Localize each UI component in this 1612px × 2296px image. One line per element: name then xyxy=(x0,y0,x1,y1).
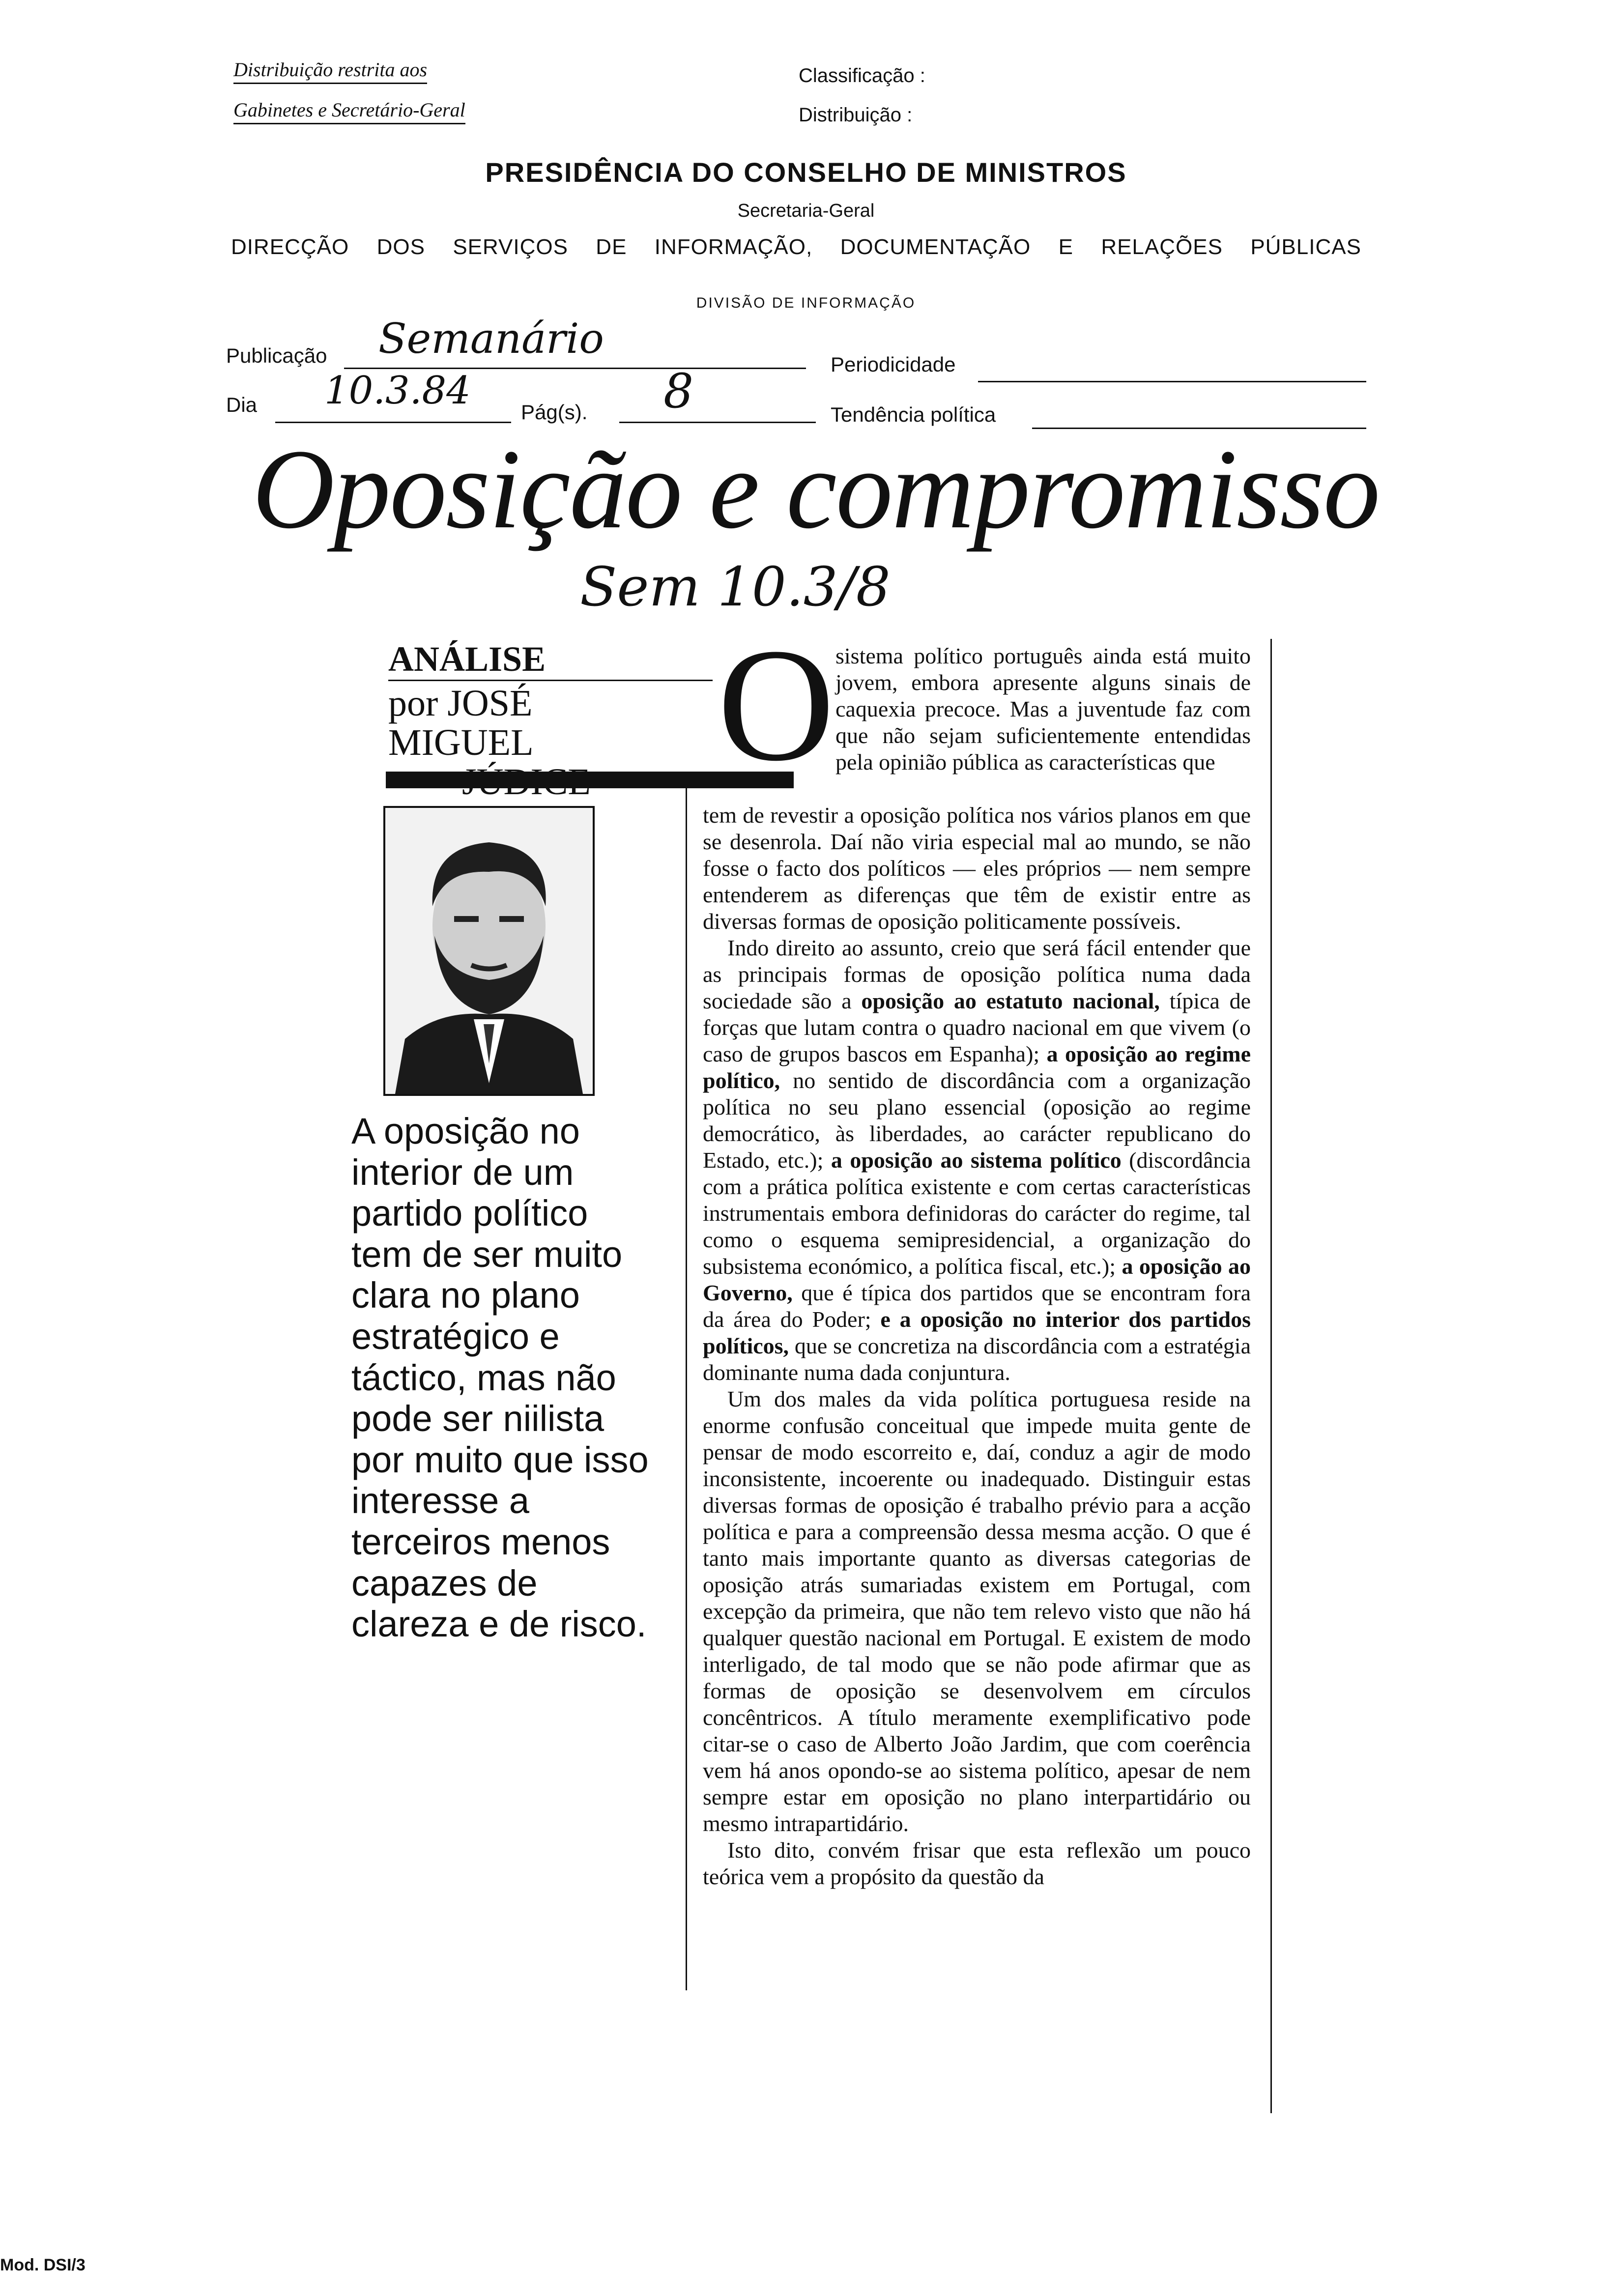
direccao-word: DE xyxy=(596,235,627,259)
paragraph: Um dos males da vida política portuguesa reside na enorme confusão conceitual que impede muita gente de pensar de modo escorreito e, daí, conduz a agir de modo inconsistente, incoerente ou inadequado. Distinguir estas diversas formas de oposição é trabalho prévio para a acção política e para a compreensão dessa mesma acção. O que é tanto mais importante quanto as diversas categorias de oposição atrás sumariadas existem em Portugal, com excepção da primeira, que não tem relevo visto que não há qualquer questão nacional em Portugal. E existem de modo interligado, de tal modo que se não pode afirmar que as formas de oposição se desenvolvem em círculos concêntricos. A título meramente exemplificativo pode citar-se o caso de Alberto João Jardim, que com coerência vem há anos opondo-se ao sistema político, apesar de nem sempre estar em oposição no plano interpartidário ou mesmo intrapartidário. xyxy=(703,1386,1251,1836)
author-name-line1: JOSÉ MIGUEL xyxy=(388,683,534,763)
direccao-word: SERVIÇOS xyxy=(453,235,568,259)
dia-value: 10.3.84 xyxy=(324,369,471,413)
pags-value: 8 xyxy=(663,364,694,419)
pull-quote: A oposição no interior de um partido político tem de ser muito clara no plano estratégico e táctico, mas não pode ser niilista por muito que isso interesse a terceiros menos capazes de clareza e de risco. xyxy=(351,1111,649,1645)
direccao-word: DOS xyxy=(376,235,425,259)
drop-cap: O xyxy=(718,615,835,795)
periodicidade-line xyxy=(978,381,1366,382)
distribution-note xyxy=(233,58,427,81)
handwritten-stamp: Sem 10.3/8 xyxy=(580,555,891,618)
distribuicao-label: Distribuição : xyxy=(799,104,913,126)
direccao-word: PÚBLICAS xyxy=(1250,235,1361,259)
divisao-heading: DIVISÃO DE INFORMAÇÃO xyxy=(696,295,916,311)
publicacao-label: Publicação xyxy=(226,344,327,367)
paragraph: Isto dito, convém frisar que esta reflexão um pouco teórica vem a propósito da questão da xyxy=(703,1837,1251,1889)
direccao-word: DOCUMENTAÇÃO xyxy=(840,235,1031,259)
direccao-heading xyxy=(231,235,1361,259)
article-title: Oposição e compromisso xyxy=(252,426,1380,552)
pags-line xyxy=(619,422,816,423)
periodicidade-label: Periodicidade xyxy=(831,353,956,376)
direccao-word: DIRECÇÃO xyxy=(231,235,349,259)
tendencia-label: Tendência política xyxy=(831,403,996,426)
distribution-note-line1: Distribuição restrita aos xyxy=(233,58,427,84)
pags-label: Pág(s). xyxy=(521,401,588,424)
dia-label: Dia xyxy=(226,393,258,416)
direccao-word: E xyxy=(1058,235,1073,259)
distribution-note-line2: Gabinetes e Secretário-Geral xyxy=(233,99,465,124)
section-kicker: ANÁLISE xyxy=(388,639,546,679)
byline-prefix: por xyxy=(388,683,438,724)
paragraph: Indo direito ao assunto, creio que será fácil entender que as principais formas de oposição política numa dada sociedade são a oposição ao estatuto nacional, típica de forças que lutam contra o quadro nacional em que vivem (o caso de grupos bascos em Espanha); a oposição ao regime político, no sentido de discordância com a organização política no seu plano essencial (oposição ao regime democrático, às liberdades, ao carácter republicano do Estado, etc.); a oposição ao sistema político (discordância com a prática política existente e com certas características instrumentais embora definidoras do carácter do regime, tal como o esquema semipresidencial, a organização do subsistema económico, a política fiscal, etc.); a oposição ao Governo, que é típica dos partidos que se encontram fora da área do Poder; e a oposição no interior dos partidos políticos, que se concretiza na discordância com a estratégia dominante numa dada conjuntura. xyxy=(703,935,1251,1385)
direccao-word: INFORMAÇÃO, xyxy=(654,235,813,259)
paragraph: tem de revestir a oposição política nos vários planos em que se desenrola. Daí não viria especial mal ao mundo, se não fosse o facto dos políticos — eles próprios — nem sempre entenderem as diferenças que têm de existir entre as diversas formas de oposição politicamente possíveis. xyxy=(703,803,1251,934)
author-photo xyxy=(383,806,595,1096)
secretaria-heading: Secretaria-Geral xyxy=(737,201,875,221)
column-rule xyxy=(686,786,687,1990)
publicacao-value: Semanário xyxy=(378,315,604,363)
classificacao-label: Classificação : xyxy=(799,65,925,86)
model-code: Mod. DSI/3 xyxy=(0,2256,86,2274)
kicker-rule xyxy=(388,680,713,681)
dia-line xyxy=(275,422,511,423)
right-rule xyxy=(1270,639,1272,2113)
presidency-heading: PRESIDÊNCIA DO CONSELHO DE MINISTROS xyxy=(485,157,1127,188)
distribution-note-2 xyxy=(233,98,465,121)
portrait-illustration xyxy=(385,808,593,1094)
direccao-word: RELAÇÕES xyxy=(1101,235,1223,259)
article-body xyxy=(703,802,1251,1890)
article-intro: sistema político português ainda está muito jovem, embora apresente alguns sinais de caquexia precoce. Mas a juventude faz com que não sejam suficientemente entendidas pela opinião pública as características que xyxy=(835,643,1251,775)
